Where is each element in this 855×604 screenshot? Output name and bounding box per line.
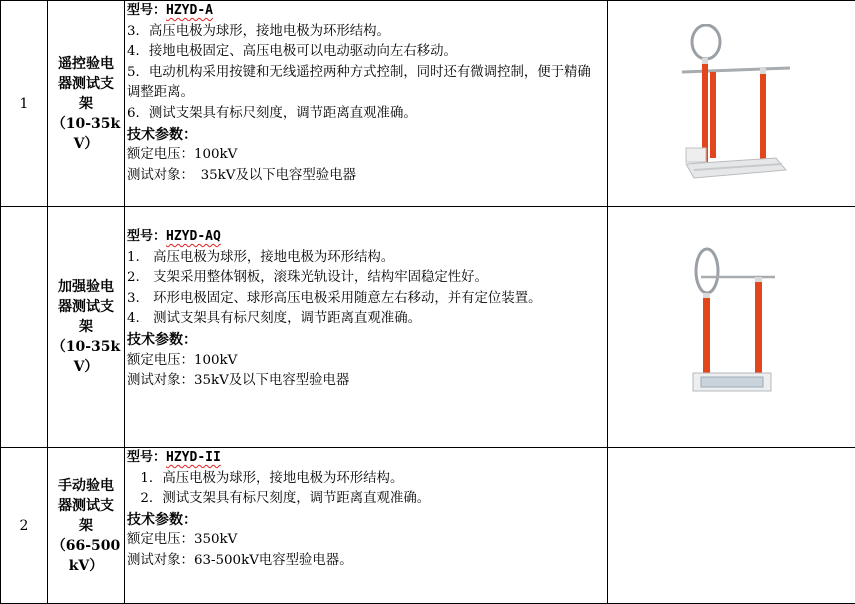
model-line: 型号：HZYD-A xyxy=(127,1,607,22)
model-line: 型号：HZYD-II xyxy=(127,448,607,469)
row-number: 1 xyxy=(1,1,48,207)
rated-voltage: 额定电压：100kV xyxy=(127,351,607,372)
list-item: 5．电动机构采用按键和无线遥控两种方式控制，同时还有微调控制，便于精确调整距离。 xyxy=(127,63,603,104)
rated-voltage: 额定电压：350kV xyxy=(127,530,607,551)
product-image-cell xyxy=(608,448,855,604)
list-item: 1. 高压电极为球形，接地电极为环形结构。 xyxy=(127,248,607,269)
row-number xyxy=(1,207,48,448)
product-description xyxy=(125,1,608,207)
product-image-cell xyxy=(608,1,855,207)
product-description xyxy=(125,207,608,448)
list-item: 2． 测试支架具有标尺刻度，调节距离直观准确。 xyxy=(127,489,607,510)
model-line: 型号：HZYD-AQ xyxy=(127,227,607,248)
product-name: 加强验电 器测试支 架 （10-35k V） xyxy=(48,207,125,448)
table-row xyxy=(1,207,855,448)
product-image-cell xyxy=(608,207,855,448)
product-description xyxy=(125,448,608,604)
list-item: 3. 环形电极固定、球形高压电极采用随意左右移动，并有定位装置。 xyxy=(127,289,603,310)
rated-voltage: 额定电压：100kV xyxy=(127,145,607,166)
test-object: 测试对象：35kV及以下电容型验电器 xyxy=(127,371,607,392)
tech-params-header: 技术参数： xyxy=(127,510,607,531)
table-row xyxy=(1,1,855,207)
list-item: 4. 测试支架具有标尺刻度，调节距离直观准确。 xyxy=(127,309,607,330)
list-item: 2. 支架采用整体钢板，滚珠光轨设计，结构牢固稳定性好。 xyxy=(127,268,607,289)
test-stand-image xyxy=(672,24,792,184)
list-item: 4． 接地电极固定、高压电极可以电动驱动向左右移动。 xyxy=(127,42,607,63)
product-name: 手动验电 器测试支 架 （66-500 kV） xyxy=(48,448,125,604)
tech-params-header: 技术参数： xyxy=(127,330,607,351)
test-object: 测试对象：63-500kV电容型验电器。 xyxy=(127,551,607,572)
test-stand-image xyxy=(687,247,777,407)
tech-params-header: 技术参数： xyxy=(127,125,607,146)
table-row xyxy=(1,448,855,604)
row-number: 2 xyxy=(1,448,48,604)
list-item: 3． 高压电极为球形，接地电极为环形结构。 xyxy=(127,22,607,43)
list-item: 1． 高压电极为球形，接地电极为环形结构。 xyxy=(127,469,607,490)
product-name: 遥控验电 器测试支 架 （10-35k V） xyxy=(48,1,125,207)
test-object: 测试对象： 35kV及以下电容型验电器 xyxy=(127,166,607,187)
list-item: 6． 测试支架具有标尺刻度，调节距离直观准确。 xyxy=(127,104,607,125)
